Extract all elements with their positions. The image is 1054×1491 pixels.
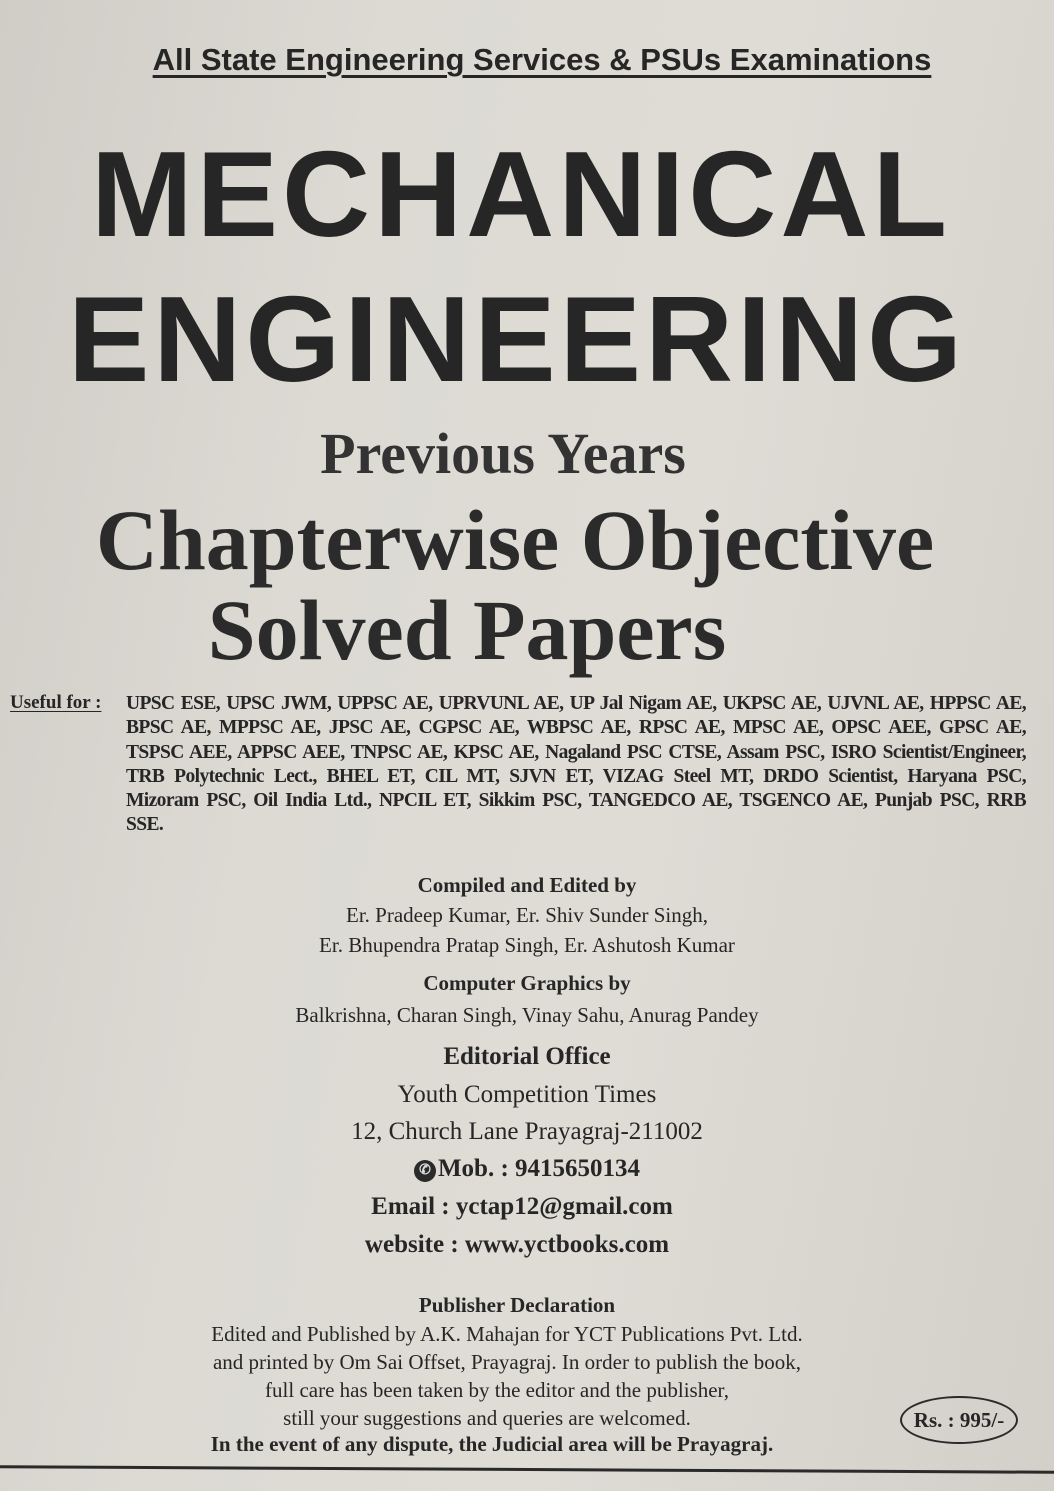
bottom-rule — [0, 1465, 1054, 1474]
price-badge: Rs. : 995/- — [900, 1396, 1018, 1444]
useful-for-list: UPSC ESE, UPSC JWM, UPPSC AE, UPRVUNL AE, UP Jal Nigam AE, UKPSC AE, UJVNL AE, HPPSC AE, BPSC AE, MPPSC AE, JPSC AE, CGPSC AE, WBPSC AE, RPSC AE, MPSC AE, OPSC AEE, GPSC AE, TSPSC AEE, APPSC AEE, TNPSC AE, KPSC AE, Nagaland PSC CTSE, Assam PSC, ISRO Scientist/Engineer, TRB Polytechnic Lect., BHEL ET, CIL MT, SJVN ET, VIZAG Steel MT, DRDO Scientist, Haryana PSC, Mizoram PSC, Oil India Ltd., NPCIL ET, Sikkim PSC, TANGEDCO AE, TSGENCO AE, Punjab PSC, RRB SSE. — [126, 693, 1026, 836]
subtitle-line-2: Solved Papers — [207, 582, 727, 678]
declaration-line-4: still your suggestions and queries are welcomed. — [283, 1406, 691, 1430]
title-line-2: ENGINEERING — [67, 271, 967, 407]
office-heading: Editorial Office — [443, 1043, 611, 1070]
graphics-names: Balkrishna, Charan Singh, Vinay Sahu, Anurag Pandey — [295, 1003, 759, 1027]
compiled-heading: Compiled and Edited by — [417, 873, 637, 897]
compiled-names-2: Er. Bhupendra Pratap Singh, Er. Ashutosh Kumar — [319, 933, 735, 957]
subtitle: Previous Years — [320, 421, 686, 486]
compiled-names-1: Er. Pradeep Kumar, Er. Shiv Sunder Singh, — [346, 903, 708, 927]
office-name: Youth Competition Times — [397, 1081, 657, 1108]
title-line-1: MECHANICAL — [90, 126, 952, 262]
declaration-line-1: Edited and Published by A.K. Mahajan for YCT Publications Pvt. Ltd. — [211, 1322, 803, 1346]
exam-header: All State Engineering Services & PSUs Examinations — [152, 42, 932, 77]
graphics-heading: Computer Graphics by — [423, 971, 631, 995]
subtitle-line-1: Chapterwise Objective — [95, 492, 935, 588]
office-email: Email : yctap12@gmail.com — [371, 1193, 673, 1220]
declaration-line-5: In the event of any dispute, the Judicial area will be Prayagraj. — [210, 1432, 774, 1456]
whatsapp-icon: ✆ — [414, 1160, 436, 1182]
office-address: 12, Church Lane Prayagraj-211002 — [351, 1118, 703, 1145]
office-mobile: ✆ Mob. : 9415650134 — [0, 1155, 1054, 1183]
useful-for-label: Useful for : — [10, 692, 102, 713]
declaration-heading: Publisher Declaration — [418, 1293, 616, 1317]
declaration-line-2: and printed by Om Sai Offset, Prayagraj. In order to publish the book, — [212, 1350, 802, 1374]
declaration-line-3: full care has been taken by the editor and the publisher, — [265, 1378, 729, 1402]
office-website: website : www.yctbooks.com — [364, 1231, 670, 1258]
